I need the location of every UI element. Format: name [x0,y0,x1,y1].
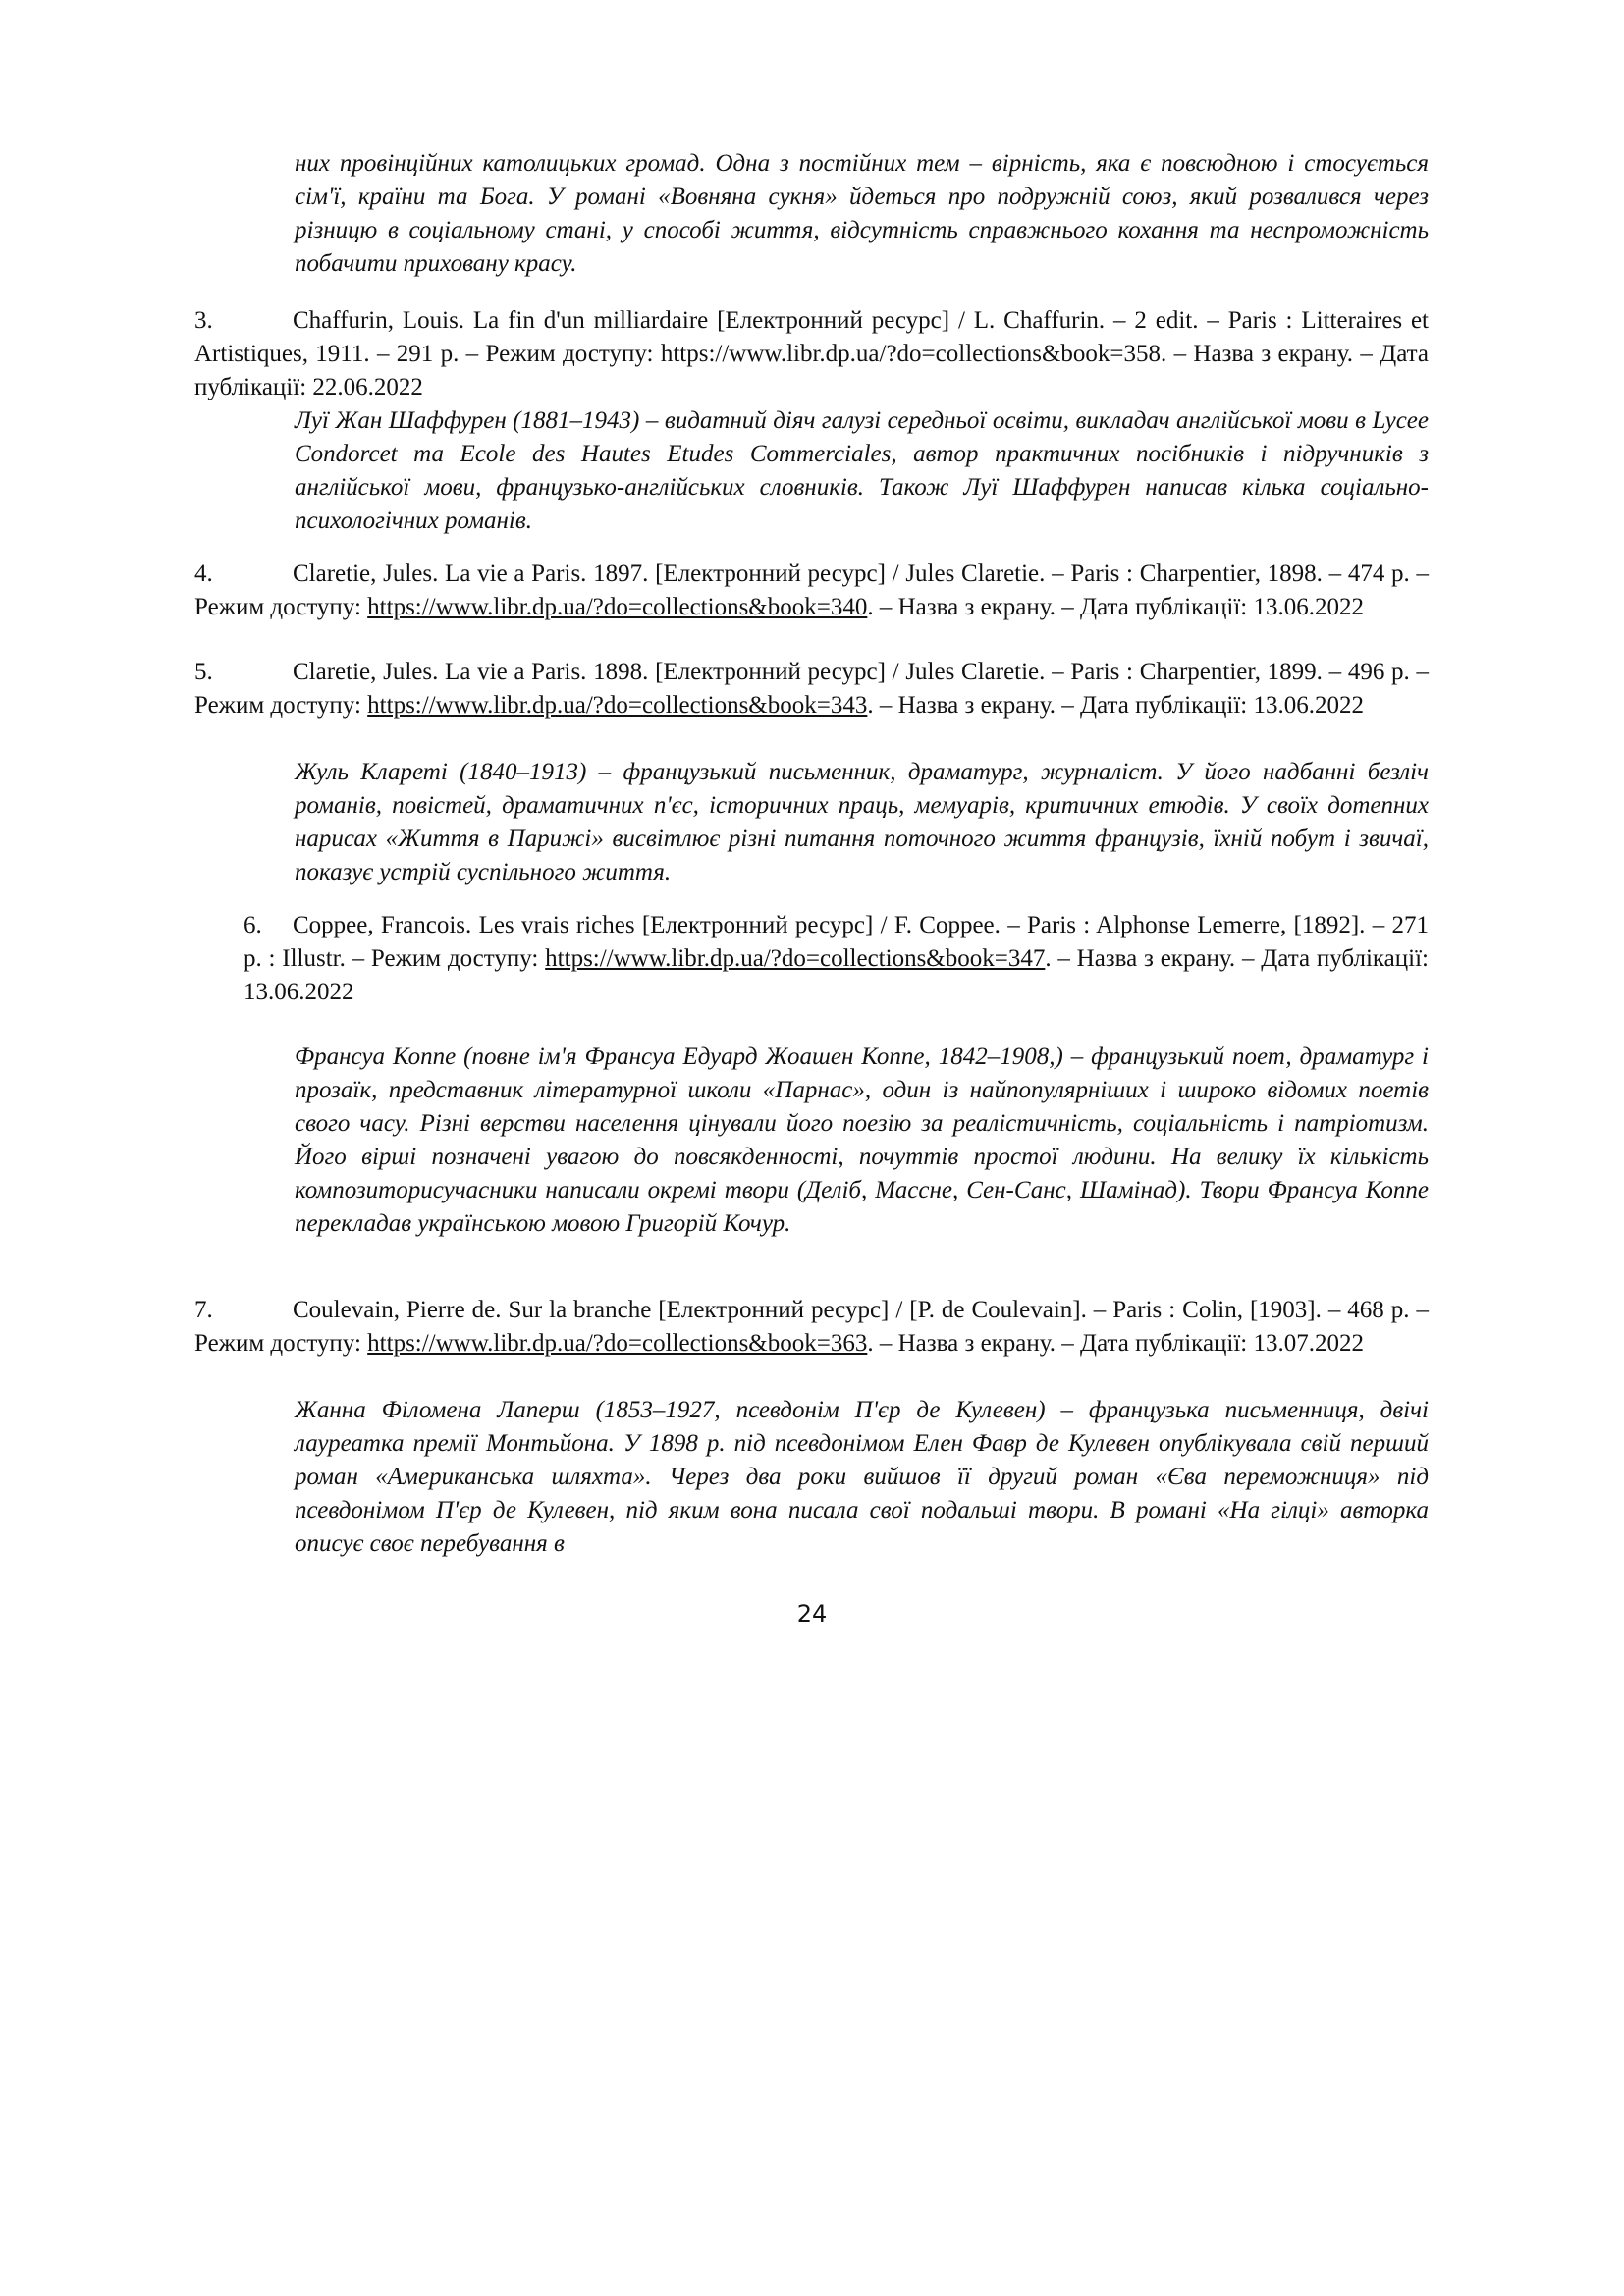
entry-text-tail: . – Назва з екрану. – Дата публікації: 13.06.2022 [244,945,1429,1005]
entry-number: 5. [194,659,213,685]
entry-text: Chaffurin, Louis. La fin d'un milliardaire [Електронний ресурс] / L. Chaffurin. – 2 edit. – Paris : Litteraires et Artistiques, 1911. – 291 p. – Режим доступу: https://www.libr.dp.ua/?do=collections&book=358. – Назва з екрану. – Дата публікації: 22.06.2022 [194,307,1429,400]
entry-number: 6. [244,912,262,938]
annotation-continued: них провінційних католицьких громад. Одна з постійних тем – вірність, яка є повсюдною і стосується сім'ї, країни та Бога. У романі «Вовняна сукня» йдеться про подружній союз, який розвалився через різницю в соціальному стані, у способі життя, відсутність справжнього кохання та неспроможність побачити приховану красу. [295,150,1429,277]
entry-number: 3. [194,307,213,334]
collection-link[interactable]: https://www.libr.dp.ua/?do=collections&book=343 [367,692,868,719]
entry-number: 7. [194,1297,213,1323]
bibliography-entry-3 [194,304,1429,404]
entry-text: Coppee, Francois. Les vrais riches [Електронний ресурс] / F. Coppee. – Paris : Alphonse Lemerre, [1892]. – 271 p. : Illustr. – Режим доступу: [244,912,1429,972]
entry-text-tail: . – Назва з екрану. – Дата публікації: 13.06.2022 [867,594,1365,620]
collection-link[interactable]: https://www.libr.dp.ua/?do=collections&book=347 [545,945,1046,972]
entry-text: Claretie, Jules. La vie a Paris. 1898. [Електронний ресурс] / Jules Claretie. – Paris : Charpentier, 1899. – 496 p. – Режим доступу: [194,659,1429,719]
collection-link[interactable]: https://www.libr.dp.ua/?do=collections&book=340 [367,594,868,620]
bibliography-entry-5 [194,656,1429,722]
annotation-entry-3: Луї Жан Шаффурен (1881–1943) – видатний діяч галузі середньої освіти, викладач англійської мови в Lycee Condorcet та Ecole des Hautes Etudes Commerciales, автор практичних посібників і підручників з англійської мови, французько-англійських словників. Також Луї Шаффурен написав кілька соціально-психологічних романів. [295,407,1429,534]
entry-text-tail: . – Назва з екрану. – Дата публікації: 13.06.2022 [867,692,1365,719]
bibliography-entry-7 [194,1294,1429,1361]
entry-text-tail: . – Назва з екрану. – Дата публікації: 13.07.2022 [867,1330,1365,1357]
bibliography-entry-6 [244,909,1429,1009]
entry-text: Claretie, Jules. La vie a Paris. 1897. [Електронний ресурс] / Jules Claretie. – Paris : Charpentier, 1898. – 474 p. – Режим доступу: [194,561,1429,620]
entry-text: Coulevain, Pierre de. Sur la branche [Електронний ресурс] / [P. de Coulevain]. – Paris : Colin, [1903]. – 468 p. – Режим доступу: [194,1297,1429,1357]
annotation-entry-7: Жанна Філомена Лаперш (1853–1927, псевдонім П'єр де Кулевен) – французька письменниця, двічі лауреатка премії Монтьйона. У 1898 р. під псевдонімом Елен Фавр де Кулевен опублікувала свій перший роман «Американська шляхта». Через два роки вийшов її другий роман «Єва переможниця» під псевдонімом П'єр де Кулевен, під яким вона писала свої подальші твори. В романі «На гілці» авторка описує своє перебування в [295,1397,1429,1557]
annotation-entry-6: Франсуа Коппе (повне ім'я Франсуа Едуард Жоашен Коппе, 1842–1908,) – французький поет, драматург і прозаїк, представник літературної школи «Парнас», один із найпопулярніших і широко відомих поетів свого часу. Різні верстви населення цінували його поезію за реалістичність, соціальність і патріотизм. Його вірші позначені увагою до повсякденності, почуттів простої людини. На велику їх кількість композиторисучасники написали окремі твори (Деліб, Массне, Сен-Санс, Шамінад). Твори Франсуа Коппе перекладав українською мовою Григорій Кочур. [295,1043,1429,1237]
annotation-entry-5: Жуль Кларетi (1840–1913) – французький письменник, драматург, журналіст. У його надбанні безліч романів, повістей, драматичних п'єс, історичних праць, мемуарів, критичних етюдів. У своїх дотепних нарисах «Життя в Парижі» висвітлює різні питання поточного життя французів, їхній побут і звичаї, показує устрій суспільного життя. [295,759,1429,885]
entry-number: 4. [194,561,213,587]
page-number: 24 [796,1600,828,1628]
bibliography-entry-4 [194,558,1429,624]
collection-link[interactable]: https://www.libr.dp.ua/?do=collections&book=363 [367,1330,868,1357]
